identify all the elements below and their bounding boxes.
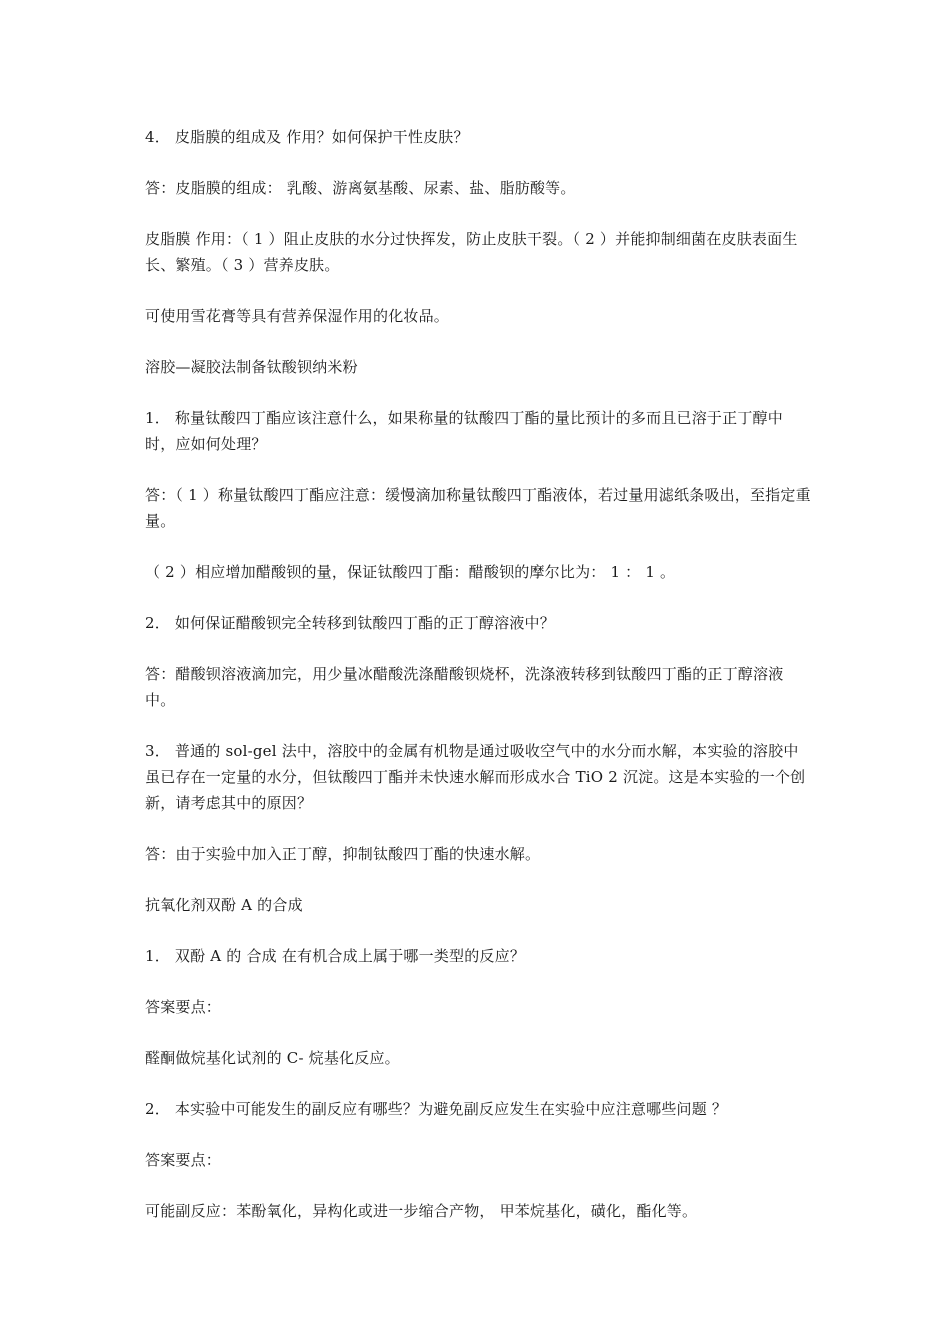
question-1-heading: 1． 双酚 A 的 合成 在有机合成上属于哪一类型的反应？ [145, 947, 526, 965]
answer-paragraph: 答：皮脂膜的组成： 乳酸、游离氨基酸、尿素、盐、脂肪酸等。 [145, 179, 576, 197]
question-1-heading: 1． 称量钛酸四丁酯应该注意什么，如果称量的钛酸四丁酯的量比预计的多而且已溶于正丁醇中时，应如何处理？ [145, 409, 783, 453]
question-3-heading: 3． 普通的 sol-gel 法中，溶胶中的金属有机物是通过吸收空气中的水分而水解，本实验的溶胶中虽已存在一定量的水分，但钛酸四丁酯并未快速水解而形成水合 TiO 2 沉淀。这是本实验的一个创新，请考虑其中的原因？ [145, 742, 806, 812]
answer-key-label: 答案要点： [145, 998, 222, 1016]
answer-paragraph: （ 2 ）相应增加醋酸钡的量，保证钛酸四丁酯：醋酸钡的摩尔比为： 1 ： 1 。 [145, 563, 676, 581]
answer-paragraph: 答：（ 1 ）称量钛酸四丁酯应注意：缓慢滴加称量钛酸四丁酯液体，若过量用滤纸条吸出，至指定重量。 [145, 486, 811, 530]
document-page [145, 124, 813, 1249]
answer-paragraph: 可使用雪花膏等具有营养保湿作用的化妆品。 [145, 307, 450, 325]
answer-paragraph: 答：由于实验中加入正丁醇，抑制钛酸四丁酯的快速水解。 [145, 845, 541, 863]
answer-paragraph: 皮脂膜 作用：（ 1 ）阻止皮肤的水分过快挥发，防止皮肤干裂。（ 2 ）并能抑制细菌在皮肤表面生长、繁殖。（ 3 ）营养皮肤。 [145, 230, 798, 274]
question-2-heading: 2． 如何保证醋酸钡完全转移到钛酸四丁酯的正丁醇溶液中？ [145, 614, 555, 632]
section-title: 溶胶—凝胶法制备钛酸钡纳米粉 [145, 358, 358, 376]
question-2-heading: 2． 本实验中可能发生的副反应有哪些？为避免副反应发生在实验中应注意哪些问题 ？ [145, 1100, 728, 1118]
answer-paragraph: 醛酮做烷基化试剂的 C- 烷基化反应。 [145, 1049, 400, 1067]
answer-key-label: 答案要点： [145, 1151, 222, 1169]
answer-paragraph: 答：醋酸钡溶液滴加完，用少量冰醋酸洗涤醋酸钡烧杯，洗涤液转移到钛酸四丁酯的正丁醇溶液中。 [145, 665, 784, 709]
question-4-heading: 4． 皮脂膜的组成及 作用？如何保护干性皮肤？ [145, 128, 469, 146]
answer-paragraph: 可能副反应：苯酚氧化，异构化或进一步缩合产物， 甲苯烷基化，磺化，酯化等。 [145, 1202, 698, 1220]
section-title: 抗氧化剂双酚 A 的合成 [145, 896, 303, 914]
